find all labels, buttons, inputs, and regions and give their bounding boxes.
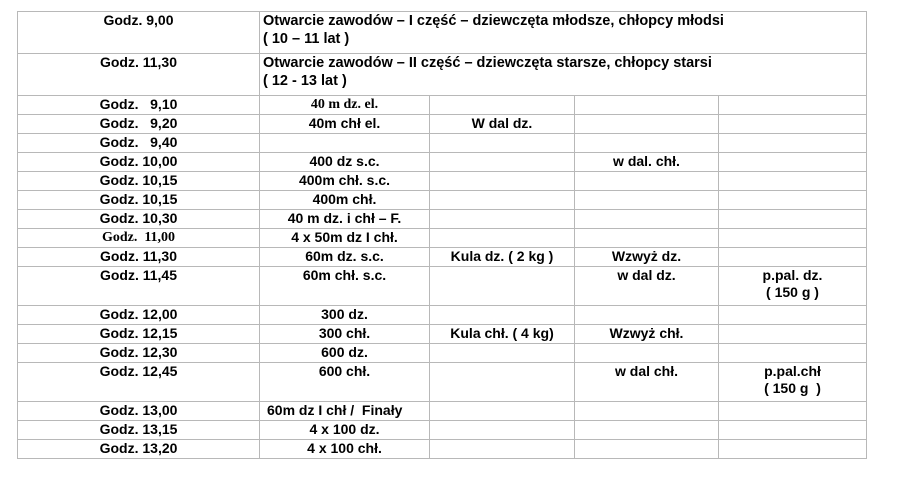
time-cell: Godz. 9,10 [18, 96, 260, 115]
event-cell [719, 344, 867, 363]
time-cell: Godz. 12,15 [18, 325, 260, 344]
time-cell: Godz. 10,15 [18, 172, 260, 191]
event-cell [430, 172, 575, 191]
event-cell: w dal chł. [575, 363, 719, 402]
event-cell [430, 134, 575, 153]
event-cell: 300 chł. [260, 325, 430, 344]
time-cell: Godz. 12,30 [18, 344, 260, 363]
event-cell: 400m chł. s.c. [260, 172, 430, 191]
time-cell: Godz. 11,00 [18, 229, 260, 248]
table-row [18, 267, 867, 306]
time-cell: Godz. 12,45 [18, 363, 260, 402]
event-cell: w dal. chł. [575, 153, 719, 172]
event-cell [575, 134, 719, 153]
event-cell [719, 248, 867, 267]
event-cell [575, 402, 719, 421]
time-cell: Godz. 9,00 [18, 12, 260, 54]
table-row [18, 363, 867, 402]
table-row [18, 96, 867, 115]
event-cell [575, 344, 719, 363]
table-row [18, 306, 867, 325]
event-cell [719, 402, 867, 421]
event-cell [719, 363, 867, 402]
opening-part-2-age: ( 12 - 13 lat ) [263, 73, 347, 89]
table-row [18, 115, 867, 134]
event-cell: 4 x 100 dz. [260, 421, 430, 440]
table-row [18, 153, 867, 172]
table-row [18, 440, 867, 459]
event-cell [719, 306, 867, 325]
event-cell [719, 325, 867, 344]
event-cell [575, 96, 719, 115]
table-row [18, 172, 867, 191]
event-cell [575, 191, 719, 210]
event-cell [575, 440, 719, 459]
event-label: p.pal.chł [764, 363, 821, 379]
event-cell [575, 421, 719, 440]
event-cell: 300 dz. [260, 306, 430, 325]
time-cell: Godz. 13,00 [18, 402, 260, 421]
event-cell: Kula chł. ( 4 kg) [430, 325, 575, 344]
event-cell [719, 267, 867, 306]
event-cell [719, 153, 867, 172]
event-cell: Wzwyż dz. [575, 248, 719, 267]
time-cell: Godz. 13,20 [18, 440, 260, 459]
time-cell: Godz. 12,00 [18, 306, 260, 325]
event-cell: Wzwyż chł. [575, 325, 719, 344]
header-row-part-1 [18, 12, 867, 54]
event-cell: w dal dz. [575, 267, 719, 306]
time-cell: Godz. 10,15 [18, 191, 260, 210]
header-row-part-2 [18, 54, 867, 96]
table-row [18, 344, 867, 363]
event-cell [719, 229, 867, 248]
table-row [18, 210, 867, 229]
event-cell [575, 172, 719, 191]
event-cell: 60m chł. s.c. [260, 267, 430, 306]
event-cell: 4 x 100 chł. [260, 440, 430, 459]
time-cell: Godz. 11,30 [18, 54, 260, 96]
event-cell [430, 440, 575, 459]
table-row [18, 134, 867, 153]
event-cell [430, 96, 575, 115]
time-cell: Godz. 9,20 [18, 115, 260, 134]
event-cell: 40 m dz. i chł – F. [260, 210, 430, 229]
table-row [18, 402, 867, 421]
event-cell [719, 115, 867, 134]
opening-part-2-cell [260, 54, 867, 96]
event-cell: 400m chł. [260, 191, 430, 210]
schedule-table [17, 11, 867, 459]
time-cell: Godz. 9,40 [18, 134, 260, 153]
event-cell [430, 229, 575, 248]
opening-part-1-title: Otwarcie zawodów – I część – dziewczęta młodsze, chłopcy młodsi [263, 13, 724, 29]
table-row [18, 421, 867, 440]
event-cell [719, 134, 867, 153]
event-cell: Kula dz. ( 2 kg ) [430, 248, 575, 267]
time-cell: Godz. 13,15 [18, 421, 260, 440]
event-cell [430, 421, 575, 440]
event-cell: W dal dz. [430, 115, 575, 134]
event-cell: 400 dz s.c. [260, 153, 430, 172]
event-cell [575, 229, 719, 248]
event-cell [719, 210, 867, 229]
table-row [18, 191, 867, 210]
event-cell [430, 402, 575, 421]
event-cell: 40m chł el. [260, 115, 430, 134]
event-cell: 60m dz. s.c. [260, 248, 430, 267]
event-cell [430, 210, 575, 229]
table-row [18, 229, 867, 248]
event-cell [430, 267, 575, 306]
opening-part-1-cell [260, 12, 867, 54]
event-cell [575, 115, 719, 134]
event-cell [719, 96, 867, 115]
event-cell [430, 363, 575, 402]
time-cell: Godz. 11,30 [18, 248, 260, 267]
table-row [18, 248, 867, 267]
event-label: p.pal. dz. [762, 267, 823, 283]
event-cell [430, 191, 575, 210]
event-cell: 4 x 50m dz I chł. [260, 229, 430, 248]
event-cell [719, 421, 867, 440]
time-cell: Godz. 10,30 [18, 210, 260, 229]
event-cell [575, 210, 719, 229]
event-cell [430, 306, 575, 325]
event-cell: 600 dz. [260, 344, 430, 363]
event-cell [430, 344, 575, 363]
event-cell: 60m dz I chł / Finały [260, 402, 430, 421]
event-cell [260, 134, 430, 153]
table-row [18, 325, 867, 344]
event-weight: ( 150 g ) [764, 380, 821, 396]
event-cell [430, 153, 575, 172]
event-cell [575, 306, 719, 325]
event-cell [719, 172, 867, 191]
event-cell [719, 191, 867, 210]
event-cell [719, 440, 867, 459]
time-cell: Godz. 10,00 [18, 153, 260, 172]
event-weight: ( 150 g ) [766, 284, 819, 300]
event-cell: 600 chł. [260, 363, 430, 402]
opening-part-1-age: ( 10 – 11 lat ) [263, 31, 350, 47]
event-cell: 40 m dz. el. [260, 96, 430, 115]
opening-part-2-title: Otwarcie zawodów – II część – dziewczęta starsze, chłopcy starsi [263, 55, 712, 71]
time-cell: Godz. 11,45 [18, 267, 260, 306]
